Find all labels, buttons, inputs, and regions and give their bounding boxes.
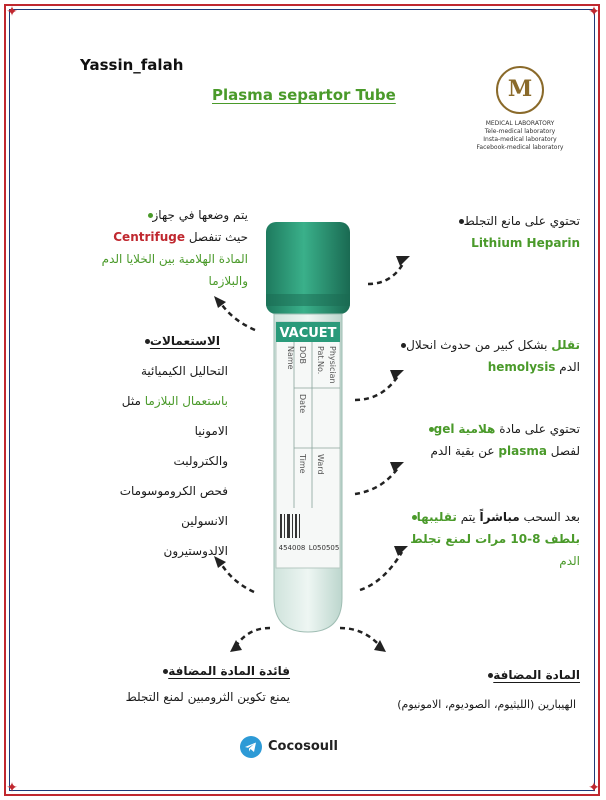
- tube-lot-number: L050505: [308, 544, 340, 552]
- centrifuge-term: Centrifuge: [113, 230, 185, 244]
- uses-item-plasma: باستعمال البلازما: [144, 394, 228, 408]
- uses-item: فحص الكروموسومات: [119, 484, 228, 498]
- logo-line: Tele-medical laboratory: [484, 128, 556, 135]
- telegram-icon: [240, 736, 262, 758]
- inversion-line-3: الدم: [559, 554, 580, 568]
- uses-heading-text: الاستعمالات: [149, 334, 220, 348]
- gel-line-2: لفصل: [550, 444, 580, 458]
- page-title: Plasma separtor Tube: [212, 86, 396, 104]
- uses-item: الامونيا: [194, 424, 228, 438]
- tube-field-date: Date: [298, 394, 307, 414]
- uses-item: الالدوستيرون: [163, 544, 228, 558]
- arrow-head-icon: [396, 256, 410, 266]
- gel-line-1: تحتوي على مادة: [499, 422, 580, 436]
- centrifuge-line-1: يتم وضعها في جهاز: [152, 208, 248, 222]
- tube-barcode-number: 454008: [278, 544, 306, 552]
- inversion-mid: يتم: [460, 510, 476, 524]
- hemolysis-line-2: الدم: [559, 360, 580, 374]
- centrifuge-line-3: المادة الهلامية بين الخلايا الدم: [101, 252, 248, 266]
- inversion-line-1: بعد السحب: [523, 510, 580, 524]
- uses-item-suffix: مثل: [121, 394, 141, 408]
- gel-term: gel: [433, 422, 455, 436]
- reduces-word: تقلل: [551, 338, 580, 352]
- tube-brand-label: VACUET: [279, 326, 337, 341]
- additive-heading: [380, 664, 580, 686]
- brand-name: Cocosoull: [268, 739, 338, 754]
- tube-field-physician: Physician: [328, 346, 337, 384]
- inversion-line-2: بلطف 8-10 مرات لمنع تجلط: [410, 532, 580, 546]
- left-bullet-centrifuge: [48, 204, 248, 292]
- centrifuge-line-2: حيث تنفصل: [188, 230, 248, 244]
- plasma-term: plasma: [498, 444, 547, 458]
- tube-field-patno: Pat.No.: [316, 346, 325, 375]
- logo-line: Facebook-medical laboratory: [476, 144, 564, 151]
- tube-field-name: Name: [286, 346, 295, 370]
- benefit-text: يمنع تكوين الثرومبين لمنع التجلط: [125, 690, 290, 704]
- right-bullet-anticoagulant: [380, 210, 580, 254]
- uses-item: التحاليل الكيميائية: [140, 364, 228, 378]
- tube-field-dob: DOB: [298, 346, 307, 364]
- lithium-heparin-term: Lithium Heparin: [471, 236, 580, 250]
- logo-emblem-icon: M: [496, 66, 544, 114]
- uses-heading: [60, 330, 220, 352]
- additive-text: الهيبارين (الليثيوم، الصوديوم، الامونيوم): [397, 698, 576, 711]
- gel-line-2-end: عن بقية الدم: [430, 444, 495, 458]
- uses-item: [60, 394, 228, 408]
- corner-ornament-icon: ✦: [588, 4, 600, 20]
- benefit-heading-text: فائدة المادة المضافة: [168, 664, 290, 678]
- arrow-head-icon: [230, 640, 242, 652]
- tube-field-ward: Ward: [316, 454, 325, 475]
- logo-line: MEDICAL LABORATORY: [485, 120, 555, 127]
- anticoagulant-line-1: تحتوي على مانع التجلط: [463, 214, 580, 228]
- right-bullet-hemolysis: [354, 334, 580, 378]
- uses-item: الانسولين: [181, 514, 228, 528]
- additive-heading-text: المادة المضافة: [493, 668, 580, 682]
- right-bullet-gel: [354, 418, 580, 462]
- logo-line: Insta-medical laboratory: [483, 136, 557, 143]
- author-name: Yassin_falah: [80, 56, 184, 74]
- corner-ornament-icon: ✦: [588, 780, 600, 796]
- right-bullet-inversion: [354, 506, 580, 572]
- gelatinous-word: هلامية: [458, 422, 496, 436]
- uses-item: والكترولبت: [173, 454, 228, 468]
- corner-ornament-icon: ✦: [6, 780, 18, 796]
- centrifuge-line-4: والبلازما: [208, 274, 248, 288]
- hemolysis-line-1: بشكل كبير من حدوث انحلال: [406, 338, 548, 352]
- benefit-heading: [60, 660, 290, 682]
- hemolysis-term: hemolysis: [487, 360, 556, 374]
- corner-ornament-icon: ✦: [6, 4, 18, 20]
- immediately-word: مباشراً: [479, 510, 520, 524]
- invert-word: تقليبها: [416, 510, 457, 524]
- tube-field-time: Time: [298, 454, 307, 474]
